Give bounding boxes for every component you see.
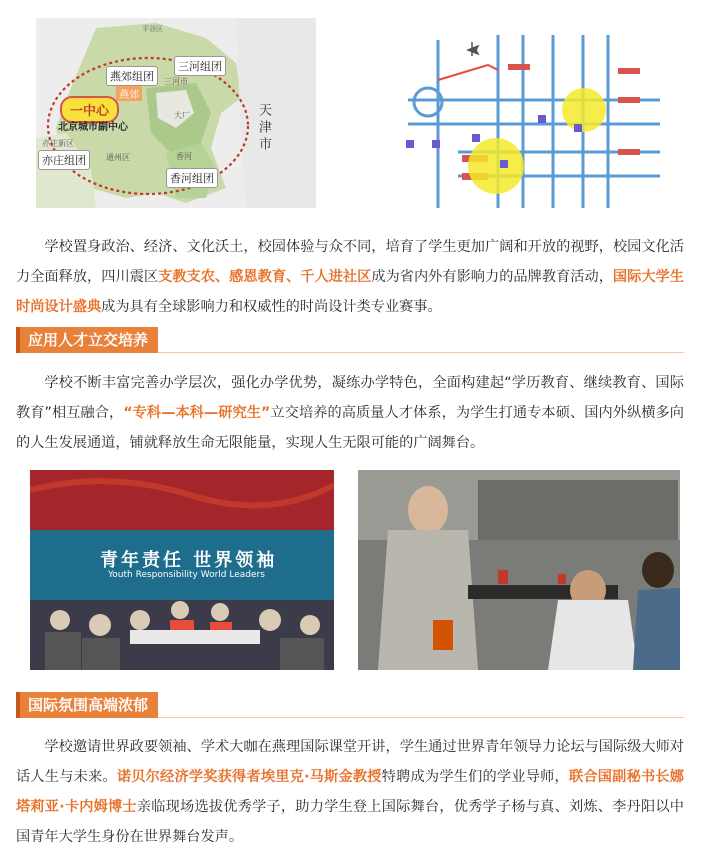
node-yanjiao: 燕郊组团 [106,66,158,86]
talent-text-2: 立交培养的高质量人才体系，为学生打通专本硕、国内外纵横多向的人生发展通道，铺就释放生命无限能量，实现人生无限可能的广阔舞台。 [16,405,684,451]
intro-text-1: 学校置身政治、经济、文化沃土，校园体验与众不同，培育了学生更加广阔和开放的视野，校园文化活力全面释放，四川震区 [16,239,684,285]
transport-map-graphic [398,20,660,208]
intl-highlight-1: 诺贝尔经济学奖获得者埃里克·马斯金教授 [116,769,382,785]
forum-banner-en: Youth Responsibility World Leaders [108,570,265,580]
intl-highlight-2: 联合国副秘书长娜塔莉亚·卡内姆博士 [16,769,684,815]
node-tongzhou: 通州区 [106,153,130,162]
node-pinggu: 平谷区 [142,25,163,33]
node-dachang: 大厂 [174,111,190,120]
node-yizhuang-sub: 亦庄新区 [42,139,74,148]
node-tianjin: 天津市 [256,103,271,154]
talent-highlight-1: “专科—本科—研究生” [123,405,271,421]
intro-text-2: 成为省内外有影响力的品牌教育活动， [371,269,613,285]
node-yizhuang: 亦庄组团 [38,150,90,170]
talent-paragraph [16,368,684,458]
node-xianghe: 香河 [176,152,192,161]
section-title-international: 国际氛围高端浓郁 [16,692,158,718]
node-center-sub: 北京城市副中心 [58,122,128,133]
intro-text-3: 成为具有全球影响力和权威性的时尚设计类专业赛事。 [101,299,442,315]
forum-banner-cn: 青年责任 世界领袖 [100,550,278,571]
section-title-talent: 应用人才立交培养 [16,327,158,353]
transport-map [398,20,660,208]
intl-text-1: 学校邀请世界政要领袖、学术大咖在燕理国际课堂开讲，学生通过世界青年领导力论坛与国际级大师对话人生与未来。 [16,739,684,785]
classroom-photo-graphic [358,470,680,670]
node-xianghe-group: 香河组团 [166,168,218,188]
talent-text-1: 学校不断丰富完善办学层次，强化办学优势，凝练办学特色，全面构建起“学历教育、继续教育、国际教育”相互融合， [16,375,684,421]
node-sanhe: 三河组团 [174,56,226,76]
intro-highlight-2: 国际大学生时尚设计盛典 [16,269,684,315]
intl-text-2: 特聘成为学生们的学业导师， [381,769,569,785]
node-sanhe-city: 三河市 [164,77,188,86]
node-center: 一中心 [60,96,119,123]
classroom-photo [358,470,680,670]
international-paragraph [16,732,684,852]
intro-highlight-1: 支教支农、感恩教育、千人进社区 [158,269,372,285]
regional-map [36,18,316,208]
intl-text-3: 亲临现场选拔优秀学子，助力学生登上国际舞台，优秀学子杨与真、刘炼、李丹阳以中国青年大学生身份在世界舞台发声。 [16,799,684,845]
forum-photo [30,470,334,670]
intro-paragraph [16,232,684,322]
node-yanjiao-small: 燕郊 [116,86,142,101]
